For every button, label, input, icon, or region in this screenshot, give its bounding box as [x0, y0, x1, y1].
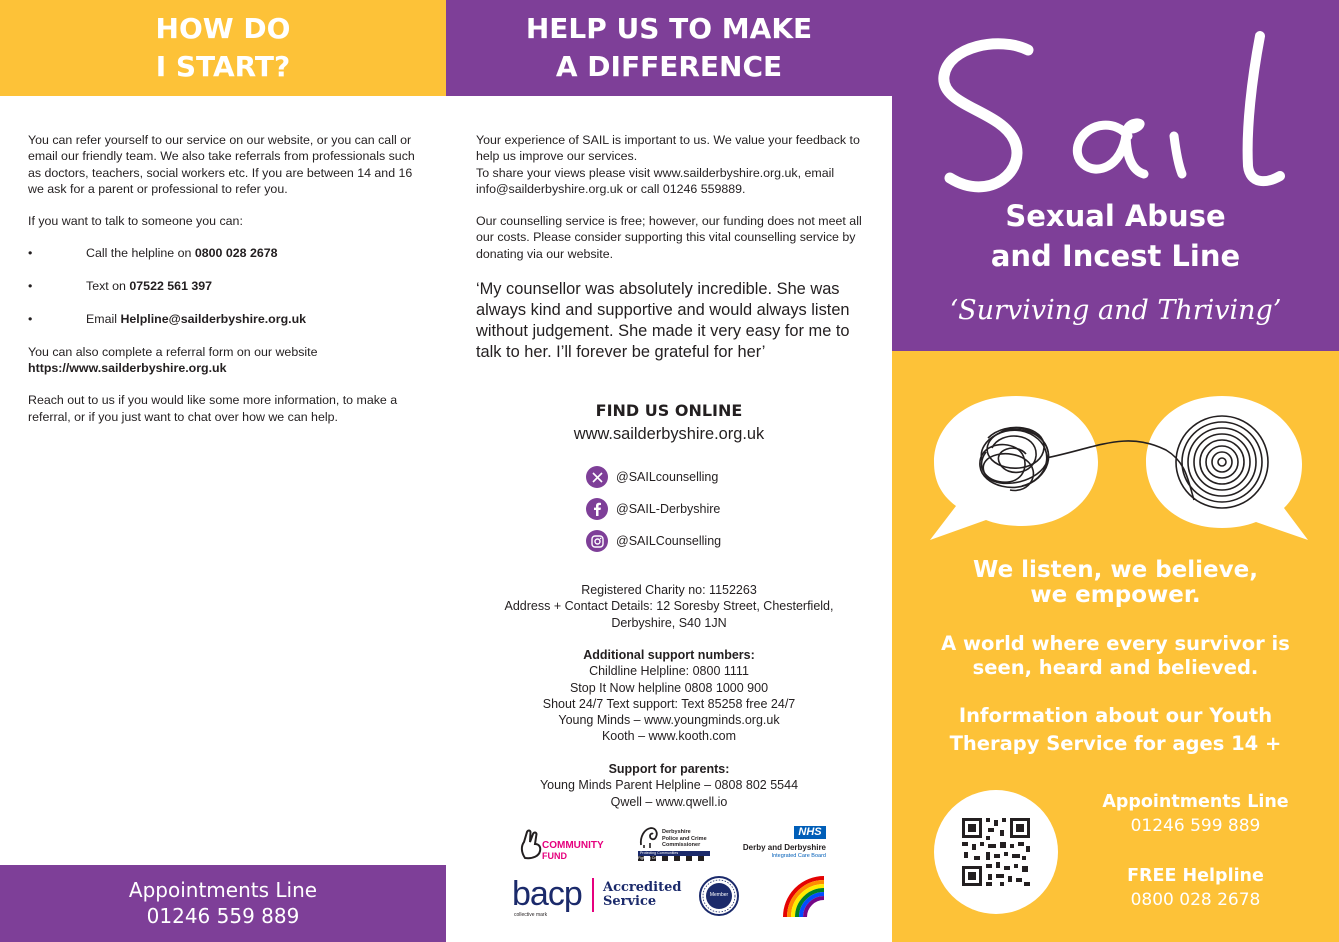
instagram-icon: [586, 530, 608, 552]
share-views-paragraph: To share your views please visit www.sailderbyshire.org.uk, email info@sailderbyshire.org.uk or call 01246 559889.: [476, 165, 835, 196]
website-link[interactable]: https://www.sailderbyshire.org.uk: [28, 361, 227, 376]
x-icon: [586, 466, 608, 488]
rainbow-icon: [782, 876, 826, 918]
nhs-derby-derbyshire-logo: [734, 826, 830, 862]
slogan-line-2: we empower.: [1030, 582, 1201, 608]
text-number[interactable]: 07522 561 397: [129, 279, 213, 294]
parent-line: Young Minds Parent Helpline – 0808 802 5544: [539, 778, 799, 793]
how-do-i-start-body: [28, 132, 420, 441]
appointments-title: Appointments Line: [128, 878, 318, 902]
how-do-i-start-header: [0, 0, 446, 96]
list-item: [28, 311, 420, 327]
info-line-1: Information about our Youth: [958, 704, 1273, 727]
police-strapline-2: Fighting Crime: [638, 856, 662, 860]
testimonial-quote: ‘My counsellor was absolutely incredible. She was always kind and supportive and would always listen without judgement. She made it very easy for me to talk to her. I’ll forever be grateful for her’: [476, 280, 850, 361]
police-strapline-1: Protecting Communities: [638, 851, 710, 856]
speech-bubbles-illustration: [926, 390, 1316, 550]
parent-support: [446, 761, 892, 810]
heading-line-2: A DIFFERENCE: [555, 50, 783, 83]
bacp-sub: collective mark: [514, 912, 548, 918]
helpline-number[interactable]: 0800 028 2678: [194, 246, 278, 261]
donation-paragraph: Our counselling service is free; however, our funding does not meet all our costs. Please consider supporting this vital counselling service by donating via our website.: [476, 214, 862, 261]
police-checkered-band: [638, 856, 710, 861]
additional-support: [446, 647, 892, 745]
police-line-2: Police and Crime: [662, 835, 707, 842]
feedback-paragraph: Your experience of SAIL is important to us. We value your feedback to help us improve our services.: [476, 133, 860, 164]
appointments-line-number[interactable]: 01246 599 889: [1130, 816, 1261, 836]
bacp-wordmark: bacp: [512, 875, 582, 913]
seal-text: Member: [709, 892, 729, 898]
support-title: Additional support numbers:: [583, 648, 755, 662]
slogan-line-1: We listen, we believe,: [973, 557, 1258, 583]
social-handle: @SAIL-Derbyshire: [616, 502, 721, 516]
contact-options-list: [28, 245, 420, 327]
membership-seal-logo: [698, 875, 740, 917]
vision-line-1: A world where every survivor is: [941, 632, 1290, 655]
cover-top-band: [892, 0, 1339, 351]
ram-crest-icon: [638, 825, 660, 849]
qr-code-badge[interactable]: [934, 790, 1058, 914]
support-line: Young Minds – www.youngminds.org.uk: [558, 713, 780, 728]
social-instagram[interactable]: [586, 530, 721, 552]
support-line: Stop It Now helpline 0808 1000 900: [569, 680, 769, 695]
panel-cover: [892, 0, 1339, 942]
full-name-line-1: Sexual Abuse: [1005, 199, 1226, 233]
sail-logo: [930, 28, 1310, 208]
accredited-text: [603, 881, 681, 909]
support-line: Childline Helpline: 0800 1111: [589, 664, 749, 679]
rainbow-logo: [782, 876, 826, 918]
nhs-badge: NHS: [794, 826, 826, 839]
community-fund-text-1: COMMUNITY: [542, 840, 604, 851]
appointments-contact: [1088, 790, 1303, 838]
list-item: [28, 278, 420, 294]
social-handle: @SAILCounselling: [616, 534, 722, 548]
appointments-bar: [0, 865, 446, 942]
panel-how-do-i-start: [0, 0, 446, 942]
heading-line-2: I START?: [155, 50, 291, 83]
parents-title: Support for parents:: [608, 762, 730, 776]
find-us-title: FIND US ONLINE: [595, 401, 743, 420]
free-helpline-number[interactable]: 0800 028 2678: [1130, 890, 1261, 910]
parent-line: Qwell – www.qwell.io: [610, 794, 728, 809]
nhs-org-name: Derby and Derbyshire: [742, 843, 826, 852]
police-text: [662, 829, 707, 849]
community-fund-logo: [515, 828, 613, 862]
heading-line-1: HELP US TO MAKE: [525, 12, 813, 45]
bacp-divider: [592, 878, 594, 912]
address-line-2: Derbyshire, S40 1JN: [611, 615, 727, 630]
charity-number: Registered Charity no: 1152263: [581, 583, 757, 597]
appointments-number[interactable]: 01246 559 889: [146, 904, 300, 928]
social-x[interactable]: [586, 466, 718, 488]
find-us-url[interactable]: www.sailderbyshire.org.uk: [573, 425, 765, 443]
police-line-1: Derbyshire: [662, 829, 691, 835]
sail-logo-text: SAIL: [930, 28, 933, 29]
referral-paragraph: You can refer yourself to our service on our website, or you can call or email our friendly team. We also take referrals from professionals such as doctors, teachers, social workers etc. If you are between 14 and 16 we ask for a parent or professional to refer you.: [28, 133, 415, 196]
accredited-line-1: Accredited: [603, 880, 682, 895]
address-line-1: Address + Contact Details: 12 Soresby Street, Chesterfield,: [504, 599, 834, 614]
police-line-3: Commissioner: [662, 842, 701, 848]
free-helpline-title: FREE Helpline: [1127, 866, 1264, 886]
referral-form-text: You can also complete a referral form on our website: [28, 344, 318, 359]
help-us-heading: [526, 10, 812, 86]
bullet-prefix: Text on: [86, 279, 130, 294]
list-item: [28, 245, 420, 261]
charity-details: [446, 582, 892, 631]
bacp-accredited-logo: [512, 874, 690, 920]
community-fund-text-2: FUND: [542, 851, 567, 861]
tagline: ‘Surviving and Thriving’: [949, 295, 1282, 326]
accredited-line-2: Service: [603, 894, 657, 909]
info-line-2: Therapy Service for ages 14 +: [949, 732, 1282, 755]
feedback-body: [476, 132, 866, 278]
full-name-line-2: and Incest Line: [990, 239, 1241, 273]
how-do-i-start-heading: [156, 10, 291, 86]
facebook-icon: [586, 498, 608, 520]
qr-code-icon: [960, 816, 1032, 888]
support-line: Kooth – www.kooth.com: [601, 729, 737, 744]
reach-out-paragraph: Reach out to us if you would like some more information, to make a referral, or if you just want to chat over how we can help.: [28, 393, 398, 424]
support-line: Shout 24/7 Text support: Text 85258 free 24/7: [542, 696, 796, 711]
helpline-email-link[interactable]: Helpline@sailderbyshire.org.uk: [120, 312, 307, 327]
help-us-header: [446, 0, 892, 96]
vision-line-2: seen, heard and believed.: [972, 656, 1259, 679]
social-handle: @SAILcounselling: [616, 470, 719, 484]
heading-line-1: HOW DO: [155, 12, 291, 45]
bullet-prefix: Email: [86, 312, 121, 327]
helpline-contact: [1088, 864, 1303, 912]
referral-form-paragraph: [28, 344, 420, 377]
talk-intro: If you want to talk to someone you can:: [28, 214, 243, 229]
appointments-line-title: Appointments Line: [1102, 792, 1289, 812]
bullet-prefix: Call the helpline on: [86, 246, 195, 261]
social-facebook[interactable]: [586, 498, 720, 520]
nhs-org-sub: Integrated Care Board: [771, 853, 826, 859]
police-crime-commissioner-logo: [638, 825, 716, 865]
